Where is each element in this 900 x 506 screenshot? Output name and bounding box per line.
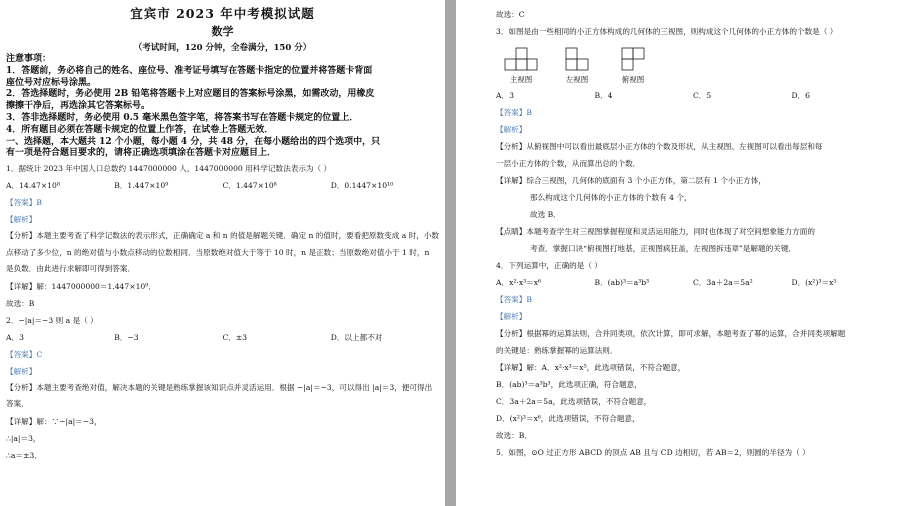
q3-dianjing-2: 考查．掌握口诀“俯视图打地基，正视图疯狂盖，左视图拆违章”是解题的关键． [530, 244, 796, 253]
q2-option-b: B．−3 [114, 332, 139, 342]
top-view-drawing [616, 44, 650, 74]
q3-options [496, 87, 890, 104]
q2-option-d: D．以上都不对 [330, 332, 383, 342]
left-view-drawing [560, 44, 594, 74]
q4-conclusion: 故选：B． [496, 431, 532, 440]
q4-option-a: A．x²·x³＝x⁶ [496, 278, 542, 287]
q4-detail-a: 【详解】解：A．x²·x³＝x⁵，此选项错误，不符合题意， [496, 363, 686, 372]
left-view-label: 左视图 [565, 75, 589, 84]
q1-option-a: A．14.47×10⁸ [6, 181, 60, 191]
q1-conclusion: 故选：B [6, 298, 35, 308]
front-view-label: 主视图 [509, 75, 533, 84]
exam-meta: （考试时间，120 分钟，全卷满分，150 分） [133, 43, 312, 53]
q4-analysis-label: 【解析】 [496, 312, 527, 321]
q3-analysis-label: 【解析】 [496, 125, 527, 134]
top-view [616, 44, 650, 85]
q1-detail: 【详解】解：1447000000＝1.447×10⁹． [6, 281, 156, 291]
q2-analysis-label: 【解析】 [6, 366, 37, 376]
notes-line: 擦擦干净后，再选涂其它答案标号。 [6, 101, 151, 112]
page-gap [445, 0, 456, 506]
q1-answer: 【答案】B [6, 198, 42, 208]
notes-line: 4．所有题目必须在答题卡规定的位置上作答，在试卷上答题无效． [6, 124, 274, 135]
notes-line: 2．答选择题时，务必使用 2B 铅笔将答题卡上对应题目的答案标号涂黑，如需改动，用橡皮 [6, 89, 375, 100]
q3-option-d: D．6 [791, 91, 811, 100]
q4-stem: 4．下列运算中，正确的是（ ） [496, 261, 602, 270]
q2-options [6, 329, 439, 346]
q2-step1: ∴|a|＝3， [6, 433, 41, 443]
q3-detail-2: 那么构成这个几何体的小正方体的个数有 4 个， [530, 193, 692, 202]
notes-line: 1．答题前，务必将自己的姓名、座位号、准考证号填写在答题卡指定的位置并将答题卡背面 [6, 65, 373, 76]
q2-conclusion: 故选：C [496, 10, 525, 19]
left-view [560, 44, 594, 85]
q2-detail: 【详解】解：∵−|a|＝−3， [6, 416, 102, 426]
q2-step2: ∴a＝±3． [6, 450, 42, 460]
q3-option-b: B．4 [594, 91, 613, 100]
notes-line: 座位号对应标号涂黑。 [6, 77, 97, 88]
q3-option-a: A．3 [496, 91, 514, 100]
q3-answer: 【答案】B [496, 108, 532, 117]
q4-option-b: B．(ab)³＝a³b³ [594, 278, 650, 287]
q2-answer: 【答案】C [6, 349, 43, 359]
q4-options [496, 274, 890, 291]
top-view-label: 俯视图 [621, 75, 645, 84]
q1-option-c: C．1.447×10⁸ [222, 181, 277, 191]
q4-detail-c: C．3a＋2a＝5a，此选项错误，不符合题意， [496, 397, 652, 406]
notes-line: 注意事项： [6, 54, 52, 64]
q3-detail: 【详解】综合三视图，几何体的底面有 3 个小正方体，第二层有 1 个小正方体， [496, 176, 766, 185]
three-views-figure [496, 44, 890, 85]
page-left [0, 0, 445, 506]
front-view-drawing [504, 44, 538, 74]
q5-stem: 5．如图，⊙O 过正方形 ABCD 的顶点 AB 且与 CD 边相切，若 AB＝2，则圆的半径为（ ） [496, 448, 810, 457]
notes-line: 3．答非选择题时，务必使用 0.5 毫米黑色签字笔，将答案书写在答题卡规定的位置上． [6, 112, 359, 123]
q3-stem: 3．如图是由一些相同的小正方体构成的几何体的三视图，则构成这个几何体的小正方体的个数是（ ） [496, 27, 838, 36]
notes-block [6, 54, 439, 160]
notes-line: 一、选择题，本大题共 12 个小题，每小题 4 分，共 48 分，在每小题给出的四个选项中，只 [6, 136, 381, 147]
page-right [456, 0, 900, 506]
q3-option-c: C．5 [693, 91, 712, 100]
q4-answer: 【答案】B [496, 295, 532, 304]
q4-fenxi-2: 的关键是：熟练掌握幂的运算法则． [496, 346, 618, 355]
exam-title: 宜宾市 2023 年中考模拟试题 [130, 6, 315, 21]
q2-stem: 2．−|a|＝−3 则 a 是（ ） [6, 315, 98, 325]
q3-dianjing-1: 【点睛】本题考查学生对三视图掌握程度和灵活运用能力，同时也体现了对空间想象能力方面的 [496, 227, 815, 236]
q4-option-d: D．(x²)³＝x⁵ [791, 278, 837, 287]
q4-fenxi-1: 【分析】根据幂的运算法则，合并同类项，依次计算，即可求解，本题考查了幂的运算，合并同类项解题 [496, 329, 846, 338]
q1-option-d: D．0.1447×10¹⁰ [330, 181, 394, 191]
q2-option-a: A．3 [6, 332, 24, 342]
q1-option-b: B．1.447×10⁹ [114, 181, 169, 191]
front-view [504, 44, 538, 85]
q3-fenxi-2: 一层小正方体的个数，从而算出总的个数． [496, 159, 641, 168]
q3-conclusion: 故选 B． [530, 210, 561, 219]
q3-fenxi-1: 【分析】从俯视图中可以看出最底层小正方体的个数及形状，从主视图、左视图可以看出每层和每 [496, 142, 823, 151]
q2-option-c: C．±3 [222, 332, 248, 342]
q4-detail-b: B．(ab)³＝a³b³，此选项正确，符合题意， [496, 380, 642, 389]
q1-options [6, 177, 439, 194]
notes-line: 有一项是符合题目要求的，请将正确选项填涂在答题卡对应题目上． [6, 148, 277, 159]
q1-fenxi: 【分析】本题主要考查了科学记数法的表示形式，正确确定 a 和 n 的值是解题关键．确定 n 的值时，要看把原数变成 a 时，小数点移动了多少位，n 的绝对值与小数点移动的位数相同．当原数绝对值大于等于 10 时，n 是正数；当原数绝对值小于 1 时，n 是负数．由此进行求解即可得到答案． [6, 231, 440, 274]
q1-analysis-label: 【解析】 [6, 215, 37, 225]
q2-fenxi: 【分析】本题主要考查绝对值，解决本题的关键是熟练掌握该知识点并灵活运用．根据 −|a|＝−3，可以得出 |a|＝3，便可得出答案． [6, 382, 433, 409]
q4-option-c: C．3a＋2a＝5a² [693, 278, 753, 287]
exam-subject: 数学 [211, 25, 234, 38]
q4-detail-d: D．(x²)³＝x⁶，此选项错误，不符合题意， [496, 414, 640, 423]
q1-stem: 1．据统计 2023 年中国人口总数约 1447000000 人，1447000000 用科学记数法表示为（ ） [6, 164, 332, 174]
